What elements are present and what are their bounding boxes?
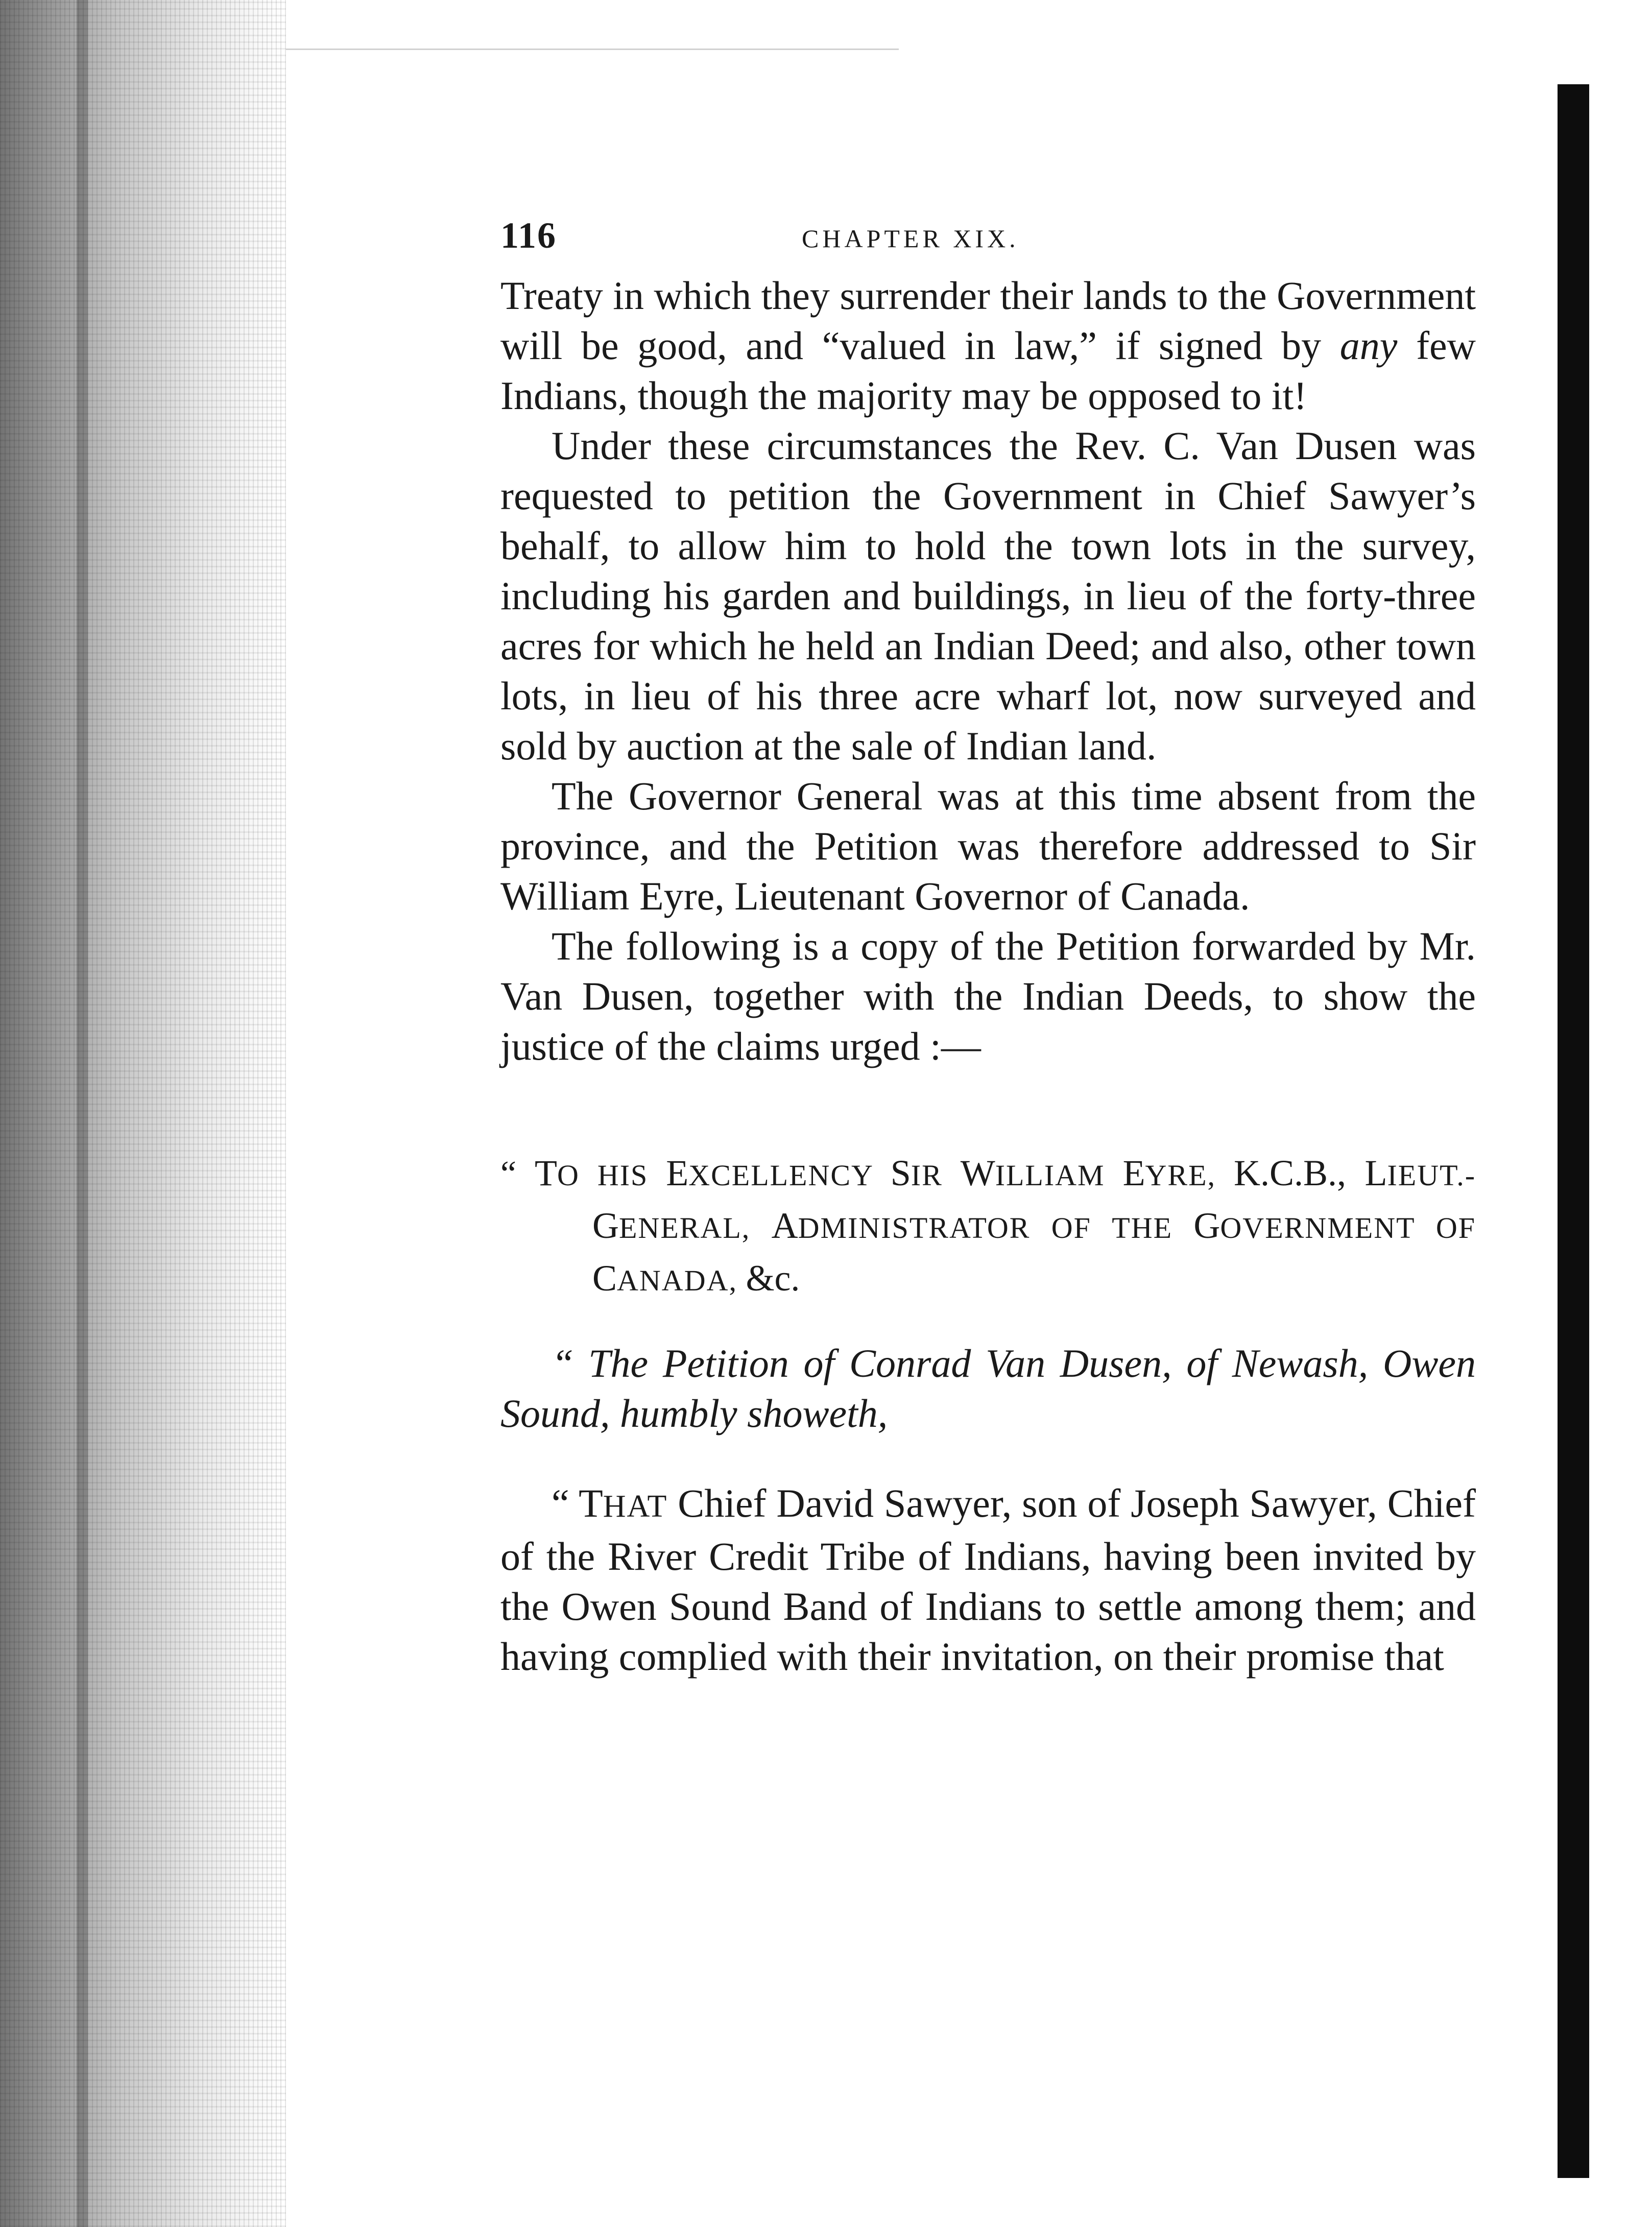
address-word: G <box>592 1205 619 1246</box>
address-word: IEUT.- <box>1387 1159 1476 1192</box>
address-etc: &c. <box>746 1258 800 1299</box>
book-page <box>500 214 1476 1721</box>
paragraph-treaty-text-a: Treaty in which they surrender their lands to the Government will be good, and “valued in law,” if signed by <box>500 273 1476 368</box>
petition-lead-cap: T <box>579 1481 603 1525</box>
petition-body <box>500 1478 1476 1682</box>
address-word: T <box>535 1153 557 1193</box>
petition-lead-smallcaps: HAT <box>603 1489 668 1524</box>
paragraph-treaty <box>500 271 1476 421</box>
page-number: 116 <box>500 215 557 256</box>
address-word: OVERNMENT OF <box>1220 1211 1476 1244</box>
address-word: IR <box>911 1159 961 1192</box>
paragraph-treaty-emphasis: any <box>1339 323 1398 368</box>
scan-binding-edge <box>77 0 88 2227</box>
address-word: ENERAL, <box>619 1211 772 1244</box>
scan-right-border <box>1558 84 1589 2178</box>
petition-address <box>500 1148 1476 1306</box>
address-word: S <box>890 1153 911 1193</box>
petition-text: Chief David Sawyer, son of Joseph Sawyer, Chief of the River Credit Tribe of Indians, having been invited by the Owen Sound Band of Indians to settle among them; and having complied with their invitation, on their promise that <box>500 1481 1476 1679</box>
address-word: L <box>1364 1153 1387 1193</box>
address-word: ILLIAM <box>995 1159 1123 1192</box>
paragraph-treaty-text-b: few Indians, though the majority may be opposed to it! <box>500 323 1476 418</box>
petition-intro: “ The Petition of Conrad Van Dusen, of Newash, Owen Sound, humbly showeth, <box>500 1341 1476 1435</box>
address-word: W <box>960 1153 995 1193</box>
address-word: A <box>771 1205 798 1246</box>
address-word: G <box>1193 1205 1220 1246</box>
paragraph-circumstances: Under these circumstances the Rev. C. Van Dusen was requested to petition the Government in Chief Sawyer’s behalf, to allow him to hold the town lots in the survey, including his garden and buildings, in lieu of the forty-three acres for which he held an Indian Deed; and also, other town lots, in lieu of his three acre wharf lot, now surveyed and sold by auction at the sale of Indian land. <box>500 423 1476 768</box>
chapter-heading: CHAPTER XIX. <box>802 224 1019 253</box>
address-word: O HIS <box>557 1159 666 1192</box>
address-quote: “ <box>500 1154 535 1193</box>
petition-quote: “ <box>552 1481 579 1525</box>
address-word: ANADA, <box>617 1264 746 1297</box>
address-word: C <box>592 1258 617 1299</box>
running-head <box>500 214 1476 271</box>
scan-gutter-shadow <box>0 0 286 2227</box>
address-word: XCELLENCY <box>688 1159 891 1192</box>
paragraph-following: The following is a copy of the Petition forwarded by Mr. Van Dusen, together with the Indian Deeds, to show the justice of the claims urged :— <box>500 924 1476 1068</box>
address-word: DMINISTRATOR OF THE <box>798 1211 1194 1244</box>
scan-top-edge <box>286 49 899 50</box>
address-word: YRE, <box>1145 1159 1234 1192</box>
address-honours: K.C.B., <box>1233 1153 1365 1193</box>
paragraph-governor: The Governor General was at this time absent from the province, and the Petition was therefore addressed to Sir William Eyre, Lieutenant Governor of Canada. <box>500 774 1476 918</box>
address-word: E <box>1122 1153 1145 1193</box>
address-word: E <box>666 1153 689 1193</box>
